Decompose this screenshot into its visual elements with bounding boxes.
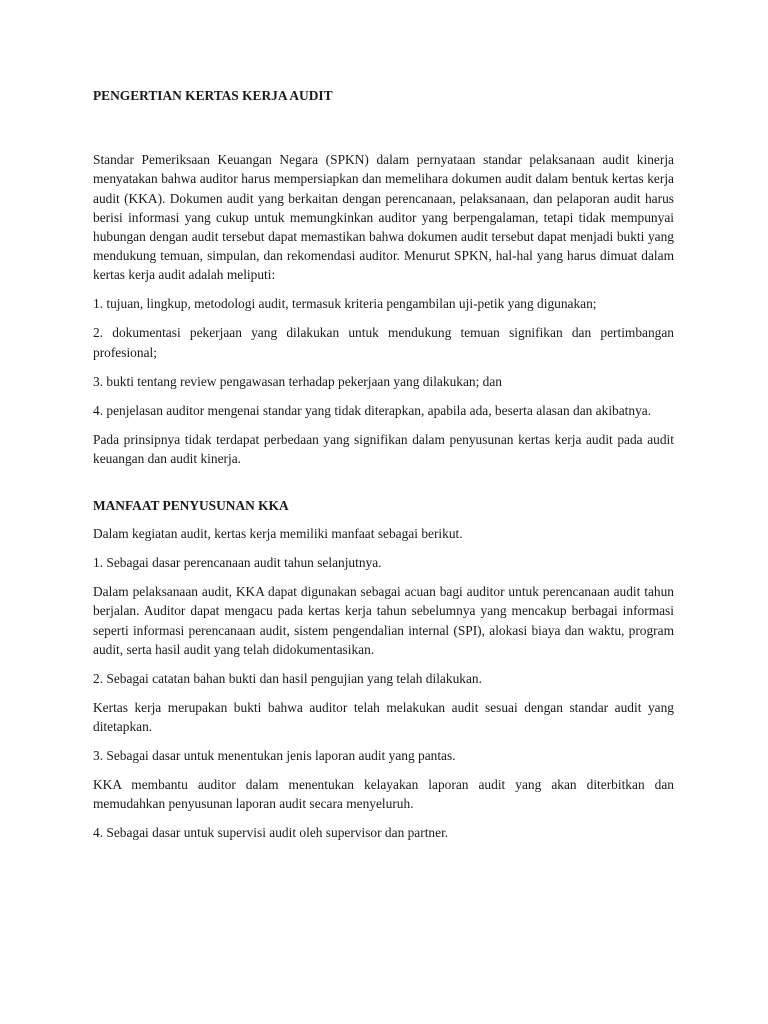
benefit-point-4: 4. Sebagai dasar untuk supervisi audit oleh supervisor dan partner. — [93, 825, 449, 841]
section2-intro-paragraph: Dalam kegiatan audit, kertas kerja memiliki manfaat sebagai berikut. — [93, 526, 463, 542]
benefit-point-3: 3. Sebagai dasar untuk menentukan jenis laporan audit yang pantas. — [93, 748, 456, 764]
section1-closing-paragraph: Pada prinsipnya tidak terdapat perbedaan yang signifikan dalam penyusunan kertas kerja audit pada audit keuangan dan audit kinerja. — [93, 431, 674, 466]
list-item: 2. dokumentasi pekerjaan yang dilakukan untuk mendukung temuan signifikan dan pertimbangan profesional; — [93, 325, 674, 360]
benefit-point-2-text: Kertas kerja merupakan bukti bahwa auditor telah melakukan audit sesuai dengan standar audit yang ditetapkan. — [93, 699, 674, 735]
list-item: 4. penjelasan auditor mengenai standar yang tidak diterapkan, apabila ada, beserta alasan dan akibatnya. — [93, 402, 652, 418]
benefit-point-3-text: KKA membantu auditor dalam menentukan kelayakan laporan audit yang akan diterbitkan dan memudahkan penyusunan laporan audit secara menyeluruh. — [93, 777, 674, 812]
section1-intro-paragraph: Standar Pemeriksaan Keuangan Negara (SPKN) dalam pernyataan standar pelaksanaan audit kinerja menyatakan bahwa auditor harus mempersiapkan dan memelihara dokumen audit dalam bentuk kertas kerja audit (KKA). Dokumen audit yang berkaitan dengan perencanaan, pelaksanaan, dan pelaporan audit harus berisi informasi yang cukup untuk memungkinkan auditor yang berpengalaman, tetapi tidak mempunyai hubungan dengan audit tersebut dapat memastikan bahwa dokumen audit tersebut dapat menjadi bukti yang mendukung temuan, simpulan, dan rekomendasi auditor. Menurut SPKN, hal-hal yang harus dimuat dalam kertas kerja audit adalah meliputi: — [93, 152, 674, 283]
section-title-manfaat: MANFAAT PENYUSUNAN KKA — [93, 498, 289, 514]
section-title-pengertian: PENGERTIAN KERTAS KERJA AUDIT — [93, 88, 333, 103]
benefit-point-1-text: Dalam pelaksanaan audit, KKA dapat digunakan sebagai acuan bagi auditor untuk perencanaan audit tahun berjalan. Auditor dapat mengacu pada kertas kerja tahun sebelumnya yang mencakup berbagai informasi seperti informasi perencanaan audit, sistem pengendalian internal (SPI), alokasi biaya dan waktu, program audit, serta hasil audit yang telah didokumentasikan. — [93, 584, 674, 657]
list-item: 1. tujuan, lingkup, metodologi audit, termasuk kriteria pengambilan uji-petik yang digunakan; — [93, 296, 597, 312]
list-item: 3. bukti tentang review pengawasan terhadap pekerjaan yang dilakukan; dan — [93, 373, 503, 389]
document-body — [93, 86, 674, 852]
benefit-point-1: 1. Sebagai dasar perencanaan audit tahun selanjutnya. — [93, 555, 382, 571]
benefit-point-2: 2. Sebagai catatan bahan bukti dan hasil pengujian yang telah dilakukan. — [93, 670, 482, 686]
